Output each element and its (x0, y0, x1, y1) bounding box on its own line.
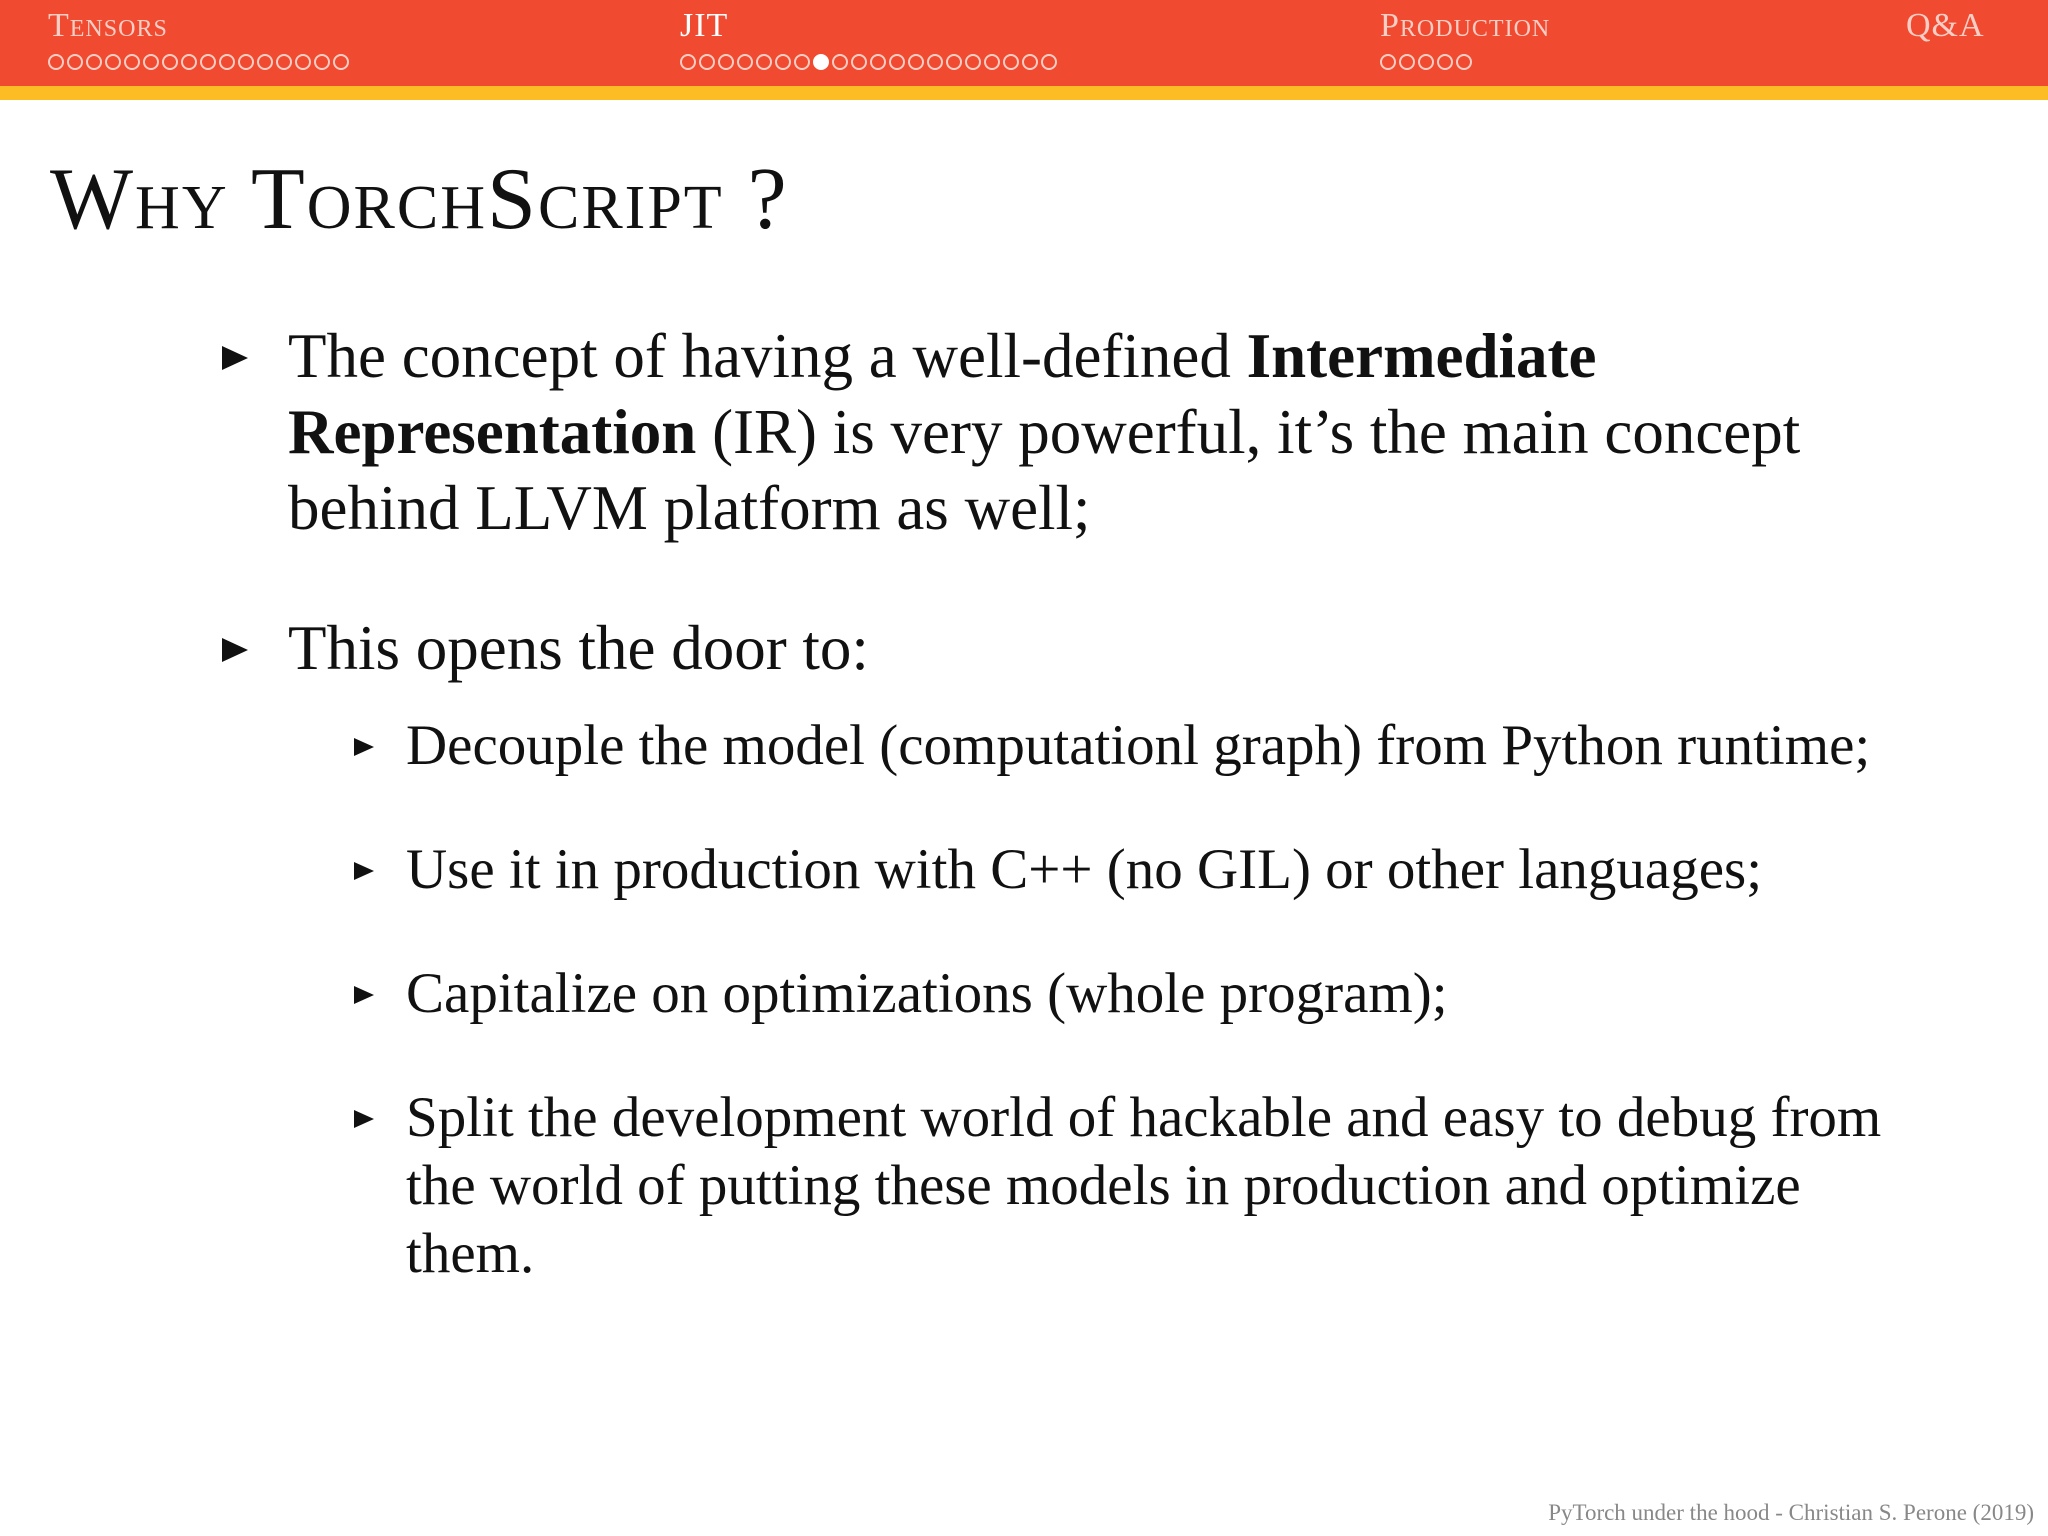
frame-dot[interactable] (67, 54, 83, 70)
frame-dot[interactable] (314, 54, 330, 70)
frame-dot[interactable] (1418, 54, 1434, 70)
frame-dot[interactable] (851, 54, 867, 70)
frame-dot[interactable] (1380, 54, 1396, 70)
frame-dot[interactable] (1399, 54, 1415, 70)
frame-dot[interactable] (718, 54, 734, 70)
subitem-text: Use it in production with C++ (no GIL) or other languages; (406, 838, 1763, 901)
frame-dot[interactable] (105, 54, 121, 70)
frame-dot[interactable] (870, 54, 886, 70)
frame-dot[interactable] (889, 54, 905, 70)
frame-dot[interactable] (737, 54, 753, 70)
nav-label-qa[interactable]: Q&A (1906, 7, 1985, 44)
frame-dot[interactable] (984, 54, 1000, 70)
frame-dot[interactable] (238, 54, 254, 70)
nav-dots-production (1380, 54, 1550, 70)
frame-dot[interactable] (699, 54, 715, 70)
frame-dot[interactable] (1456, 54, 1472, 70)
frame-dot[interactable] (832, 54, 848, 70)
bullet-text-start: The concept of having a well-defined (288, 321, 1247, 391)
frame-dot[interactable] (143, 54, 159, 70)
frame-dot[interactable] (1022, 54, 1038, 70)
subitem-text: Split the development world of hackable and easy to debug from the world of putting these models in production and optimize them. (406, 1086, 1882, 1285)
subitem-production-cpp (354, 836, 1914, 904)
frame-dot[interactable] (276, 54, 292, 70)
frame-dot[interactable] (946, 54, 962, 70)
frame-dot[interactable] (908, 54, 924, 70)
nav-dots-jit (680, 54, 1057, 70)
frame-dot[interactable] (1437, 54, 1453, 70)
slide-footer: PyTorch under the hood - Christian S. Perone (2019) (1548, 1500, 2034, 1525)
bullet-text-end: (IR) is very powerful, it’s the main concept behind LLVM platform as well; (288, 397, 1801, 543)
navigation-bar (0, 0, 2048, 86)
nav-label-tensors[interactable]: Tensors (48, 7, 168, 44)
triangle-subbullet-icon (354, 862, 374, 880)
subitem-text: Decouple the model (computationl graph) from Python runtime; (406, 714, 1871, 777)
frame-dot[interactable] (181, 54, 197, 70)
bullet-opens-the-door (222, 610, 1842, 686)
frame-dot[interactable] (1003, 54, 1019, 70)
frame-dot[interactable] (48, 54, 64, 70)
nav-section-jit[interactable] (680, 6, 1057, 70)
frame-dot[interactable] (86, 54, 102, 70)
frame-dot[interactable] (124, 54, 140, 70)
frame-dot[interactable] (756, 54, 772, 70)
triangle-bullet-icon (222, 346, 248, 370)
frame-dot[interactable] (965, 54, 981, 70)
nav-label-production[interactable]: Production (1380, 7, 1551, 44)
frame-dot[interactable] (680, 54, 696, 70)
bullet-intermediate-representation (222, 318, 1842, 546)
navigation-stripe (0, 86, 2048, 100)
nav-label-jit[interactable]: JIT (680, 7, 729, 44)
triangle-subbullet-icon (354, 1110, 374, 1128)
bullet-text (288, 318, 1842, 546)
triangle-bullet-icon (222, 638, 248, 662)
frame-dot[interactable] (257, 54, 273, 70)
frame-dot[interactable] (927, 54, 943, 70)
subitem-text: Capitalize on optimizations (whole program); (406, 962, 1448, 1025)
frame-dot[interactable] (200, 54, 216, 70)
triangle-subbullet-icon (354, 738, 374, 756)
bullet-bold-term: Intermediate Representation (288, 321, 1597, 467)
triangle-subbullet-icon (354, 986, 374, 1004)
subitem-split-development (354, 1084, 1914, 1288)
subitem-decouple-model (354, 712, 1914, 780)
frame-dot[interactable] (219, 54, 235, 70)
slide-title: Why TorchScript ? (50, 151, 789, 248)
frame-dot[interactable] (295, 54, 311, 70)
subitem-optimizations (354, 960, 1914, 1028)
nav-section-production[interactable] (1380, 6, 1550, 70)
nav-dots-tensors (48, 54, 349, 70)
frame-dot[interactable] (775, 54, 791, 70)
frame-dot[interactable] (1041, 54, 1057, 70)
current-frame-dot[interactable] (813, 54, 829, 70)
nav-section-qa[interactable] (1906, 6, 1985, 46)
frame-dot[interactable] (162, 54, 178, 70)
frame-dot[interactable] (333, 54, 349, 70)
frame-dot[interactable] (794, 54, 810, 70)
bullet-text: This opens the door to: (288, 613, 869, 683)
nav-section-tensors[interactable] (48, 6, 349, 70)
